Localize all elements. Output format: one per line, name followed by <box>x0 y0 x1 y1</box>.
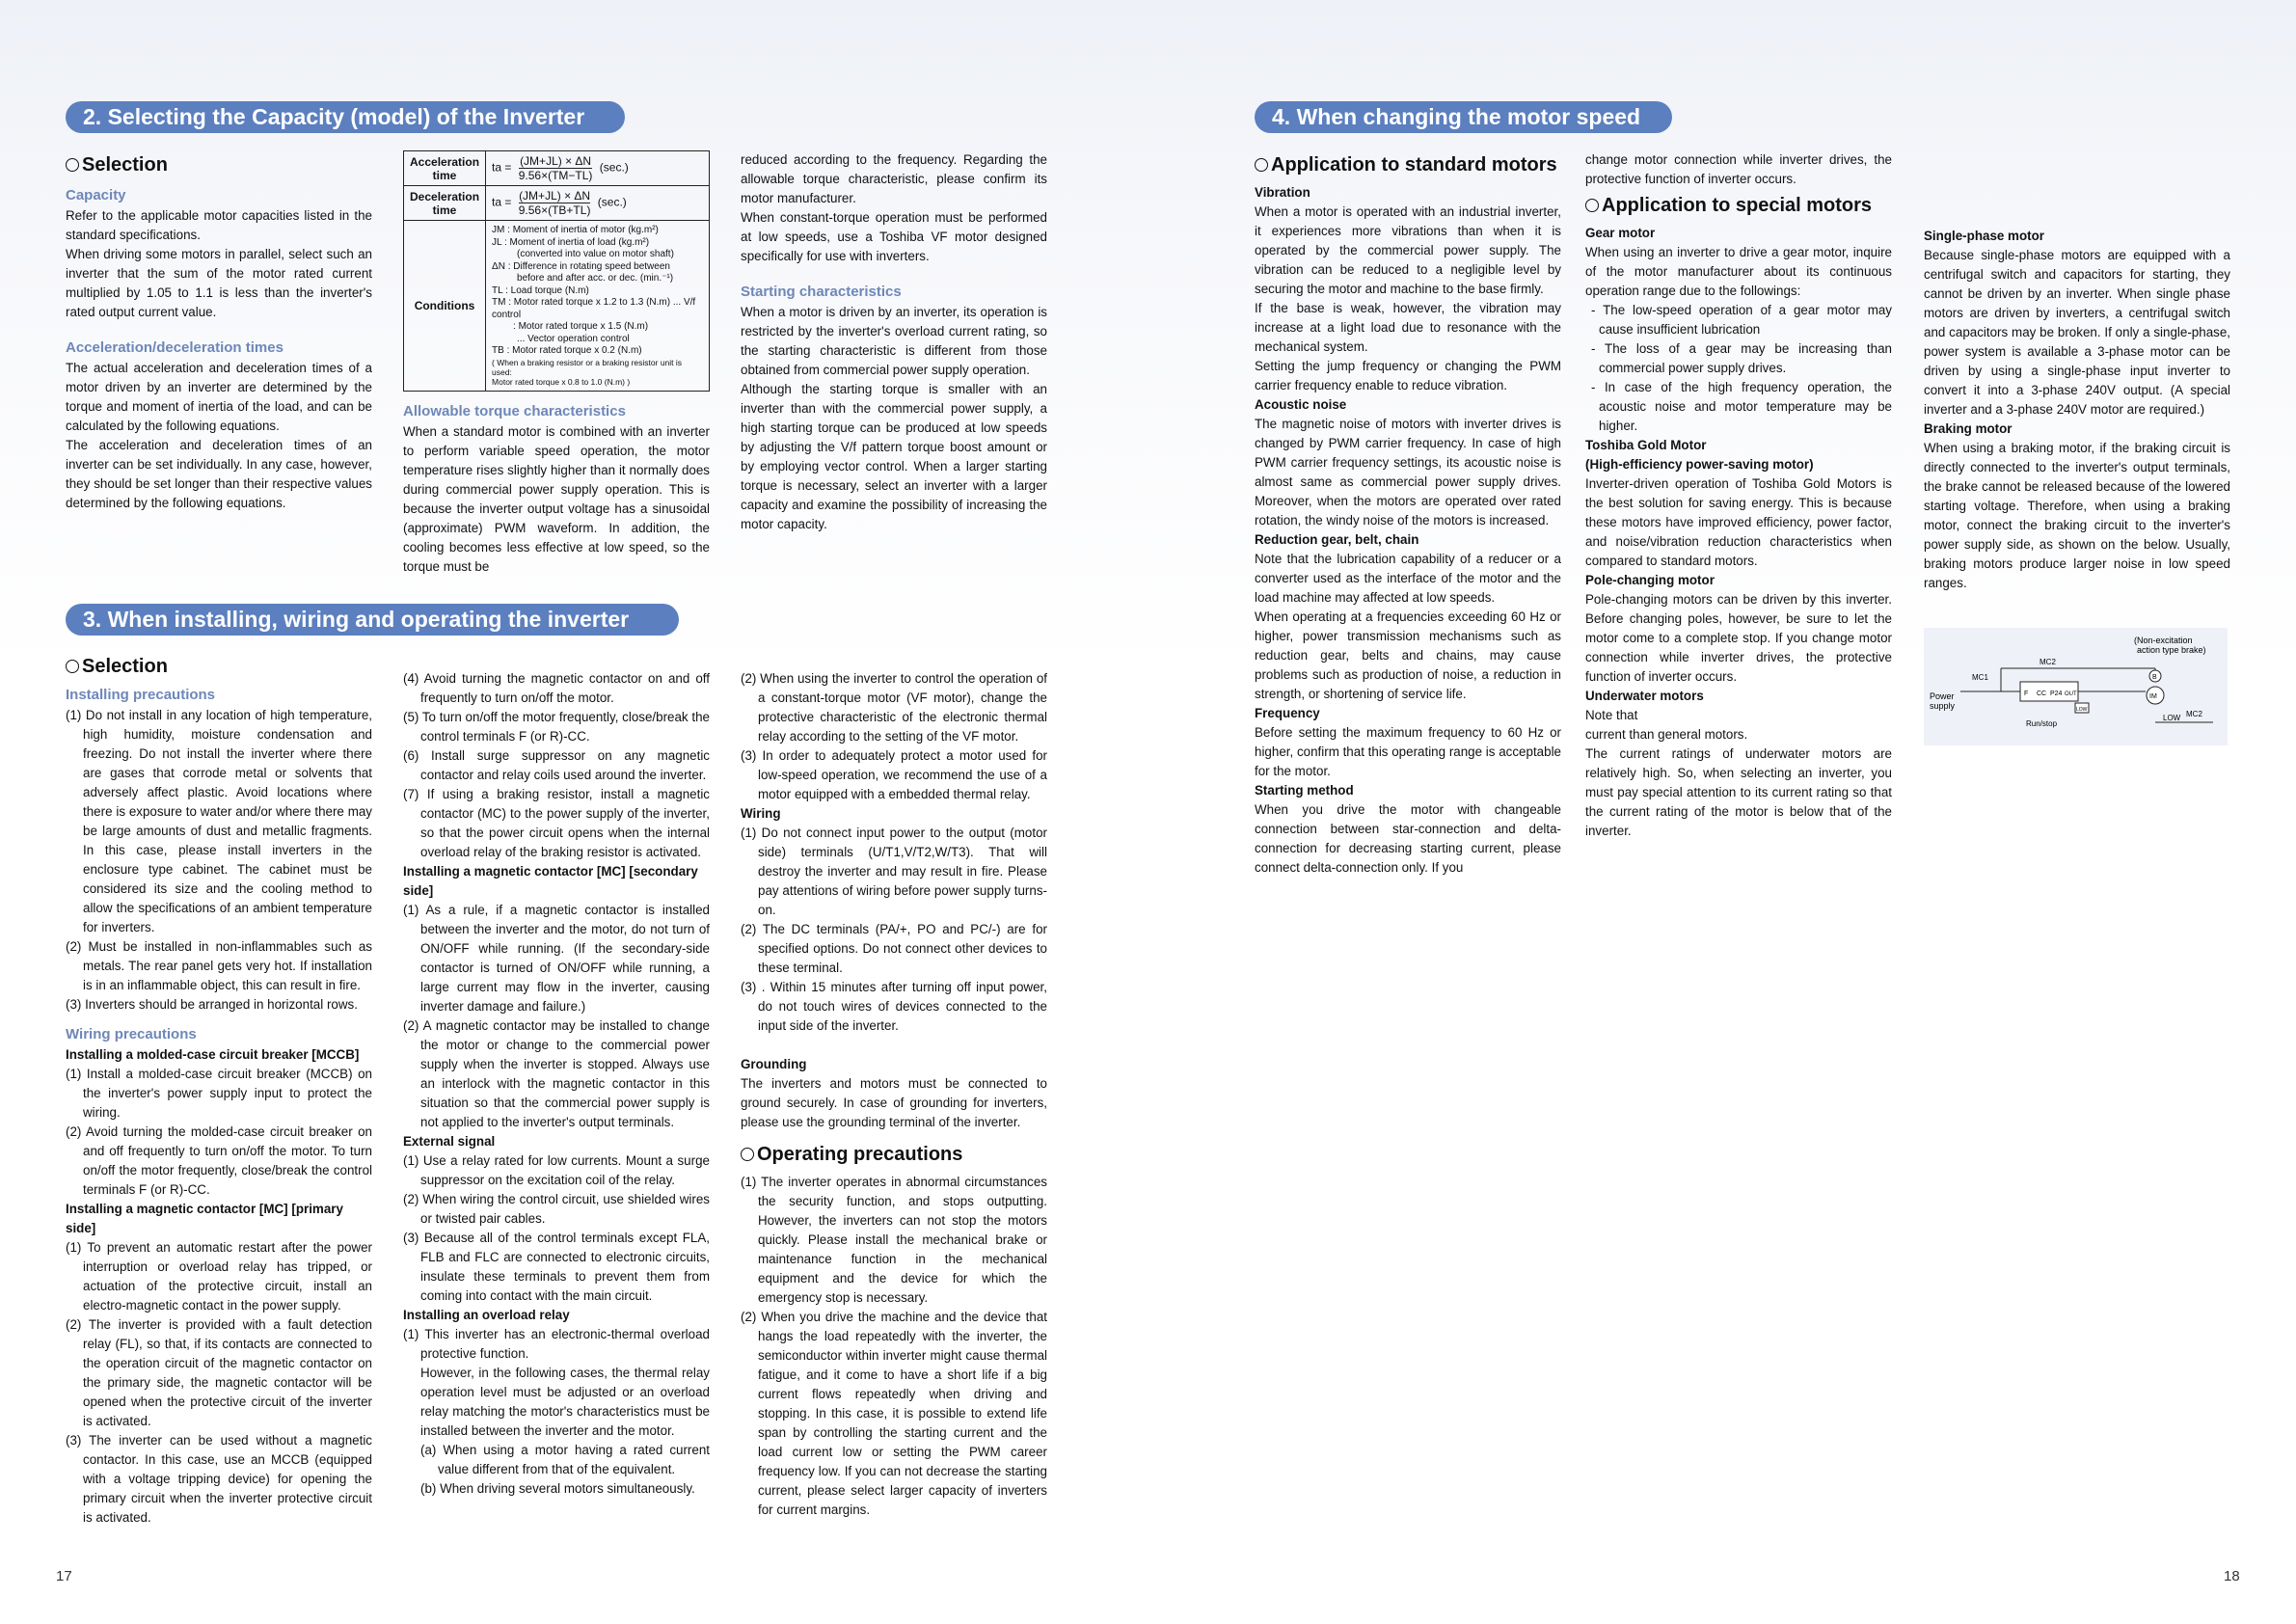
section3-column1 <box>66 654 372 1528</box>
frequency-paragraph: Before setting the maximum frequency to 60 Hz or higher, confirm that this operating range is acceptable for the motor. <box>1255 725 1561 778</box>
capacity-paragraph-2: When driving some motors in parallel, select such an inverter that the sum of the motor rated current multiplied by 1.05 to 1.1 is less than the inverter's rated output current value. <box>66 247 372 319</box>
gear-motor-item: - The low-speed operation of a gear motor may cause insufficient lubrication <box>1591 303 1892 337</box>
diagram-low-relay-label: LOW <box>2076 707 2088 713</box>
diagram-mc2-right-label: MC2 <box>2186 710 2202 718</box>
gold-motor-paragraph: Inverter-driven operation of Toshiba Gold Motors is the best solution for saving energy. This is because these motors have improved efficiency, power factor, and noise/vibration reduction characteristics when compared to standard motors. <box>1585 476 1892 568</box>
section2-title: 2. Selecting the Capacity (model) of the Inverter <box>83 104 585 129</box>
braking-motor-wiring-diagram <box>1924 628 2228 745</box>
section3-title-bar <box>66 604 679 636</box>
diagram-terminal-cc: CC <box>2037 690 2047 697</box>
accel-paragraph-1: The actual acceleration and deceleration times of a motor driven by an inverter are determined by the torque and moment of inertia of the load, and can be calculated by the following equations. <box>66 361 372 433</box>
install-item: (1) Do not install in any location of high temperature, high humidity, moisture condensation and freezing. Do not install the inverter where there are gases that corrode metal or solvents that adversely affect plastic. Avoid locations where there is exposure to water and/or where there may be large amounts of dust and metallic fragments. In this case, please install inverters in the enclosure type cabinet. The cabinet must be considered its size and the cooling method to allow the specifications of an ambient temperature for inverters. <box>66 708 372 934</box>
page-number-right: 18 <box>2224 1568 2240 1584</box>
circle-bullet-icon <box>66 158 79 172</box>
acoustic-noise-heading: Acoustic noise <box>1255 397 1347 412</box>
section4-title-bar <box>1255 101 1672 133</box>
section3-column3 <box>741 669 1047 1520</box>
external-signal-item: (3) Because all of the control terminals except FLA, FLB and FLC are connected to electronic circuits, insulate these terminals to prevent them from coming into contact with the main circuit. <box>403 1231 710 1303</box>
starting-method-heading: Starting method <box>1255 783 1354 798</box>
external-signal-item: (2) When wiring the control circuit, use shielded wires or twisted pair cables. <box>403 1192 710 1226</box>
underwater-heading: Underwater motors <box>1585 689 1704 703</box>
overload-item: (1) This inverter has an electronic-thermal overload protective function. <box>403 1327 710 1361</box>
special-motors-heading: Application to special motors <box>1585 193 1892 218</box>
accel-label: Acceleration time <box>404 151 486 186</box>
mccb-heading: Installing a molded-case circuit breaker [MCCB] <box>66 1047 360 1062</box>
mc-primary-item: (2) The inverter is provided with a fault detection relay (FL), so that, if its contacts are connected to the operation circuit of the magnetic contactor on the primary side, the magnetic contactor will be opened when the protective circuit of the inverter is activated. <box>66 1317 372 1428</box>
pole-changing-paragraph: Pole-changing motors can be driven by this inverter. Before changing poles, however, be sure to let the motor come to a complete stop. If you change motor connection while inverter drives, the protective function of inverter occurs. <box>1585 592 1892 684</box>
frequency-heading: Frequency <box>1255 706 1320 720</box>
section4-title: 4. When changing the motor speed <box>1272 104 1641 129</box>
diagram-brake-label: B <box>2152 674 2157 681</box>
install-item: (3) Inverters should be arranged in horizontal rows. <box>66 997 358 1012</box>
acoustic-noise-paragraph: The magnetic noise of motors with inverter drives is changed by PWM carrier frequency. In case of high PWM carrier frequency settings, its acoustic noise is almost same as commercial power supply drives. Moreover, when the motors are operated over rated rotation, the windy noise of the motors is increased. <box>1255 417 1561 528</box>
mccb-item: (1) Install a molded-case circuit breaker (MCCB) on the inverter's power supply input to protect the wiring. <box>66 1067 372 1120</box>
circle-bullet-icon <box>1585 199 1599 212</box>
overload-item: (3) In order to adequately protect a motor used for low-speed operation, we recommend the use of a motor equipped with a embedded thermal relay. <box>741 748 1047 801</box>
diagram-run-stop-label: Run/stop <box>2026 719 2058 728</box>
reduction-gear-heading: Reduction gear, belt, chain <box>1255 532 1419 547</box>
mc-primary-item: (3) The inverter can be used without a magnetic contactor. In this case, use an MCCB (equipped with a voltage tripping device) for opening the primary circuit when the inverter protective circuit is activated. <box>66 1433 372 1525</box>
overload-relay-heading: Installing an overload relay <box>403 1308 570 1322</box>
section4-column3 <box>1924 227 2230 593</box>
decel-label: Deceleration time <box>404 186 486 221</box>
mc-item: (4) Avoid turning the magnetic contactor on and off frequently to turn on/off the motor. <box>403 671 710 705</box>
capacity-paragraph-1: Refer to the applicable motor capacities listed in the standard specifications. <box>66 208 372 242</box>
mc-secondary-item: (1) As a rule, if a magnetic contactor is installed between the inverter and the motor, do not turn of ON/OFF while running. (If the secondary-side contactor is turned of ON/OFF while running, a large current may flow in the inverter, causing inverter damage and failure.) <box>403 903 710 1014</box>
mc-primary-heading: Installing a magnetic contactor [MC] [primary side] <box>66 1202 343 1235</box>
operating-precautions-heading: Operating precautions <box>741 1142 1047 1167</box>
underwater-paragraph-2: current than general motors. <box>1585 727 1748 742</box>
diagram-terminal-out: OUT <box>2065 691 2077 697</box>
diagram-power-line1: Power <box>1930 691 1955 701</box>
pole-changing-heading: Pole-changing motor <box>1585 573 1715 587</box>
diagram-note-line2: action type brake) <box>2137 645 2206 655</box>
section2-column1 <box>66 152 372 513</box>
accel-formula: ta = $\frac{(JM+JL) \times \Delta N}{9.56\times(TM-TL)}$ (sec.) <box>486 151 710 186</box>
external-signal-heading: External signal <box>403 1134 496 1149</box>
mc-secondary-item: (2) A magnetic contactor may be installed to change the motor or change to the commercial power supply when the inverter is stopped. Always use an interlock with the magnetic contactor in this situation so that the commercial power supply is not applied to the inverter's output terminals. <box>403 1018 710 1129</box>
gear-motor-paragraph: When using an inverter to drive a gear motor, inquire of the motor manufacturer about its continuous operation range due to the followings: <box>1585 245 1892 298</box>
overload-subitem: (a) When using a motor having a rated current value different from that of the equivalent. <box>420 1443 710 1476</box>
overload-paragraph: However, in the following cases, the thermal relay operation level must be adjusted or an overload relay matching the motor's characteristics must be installed between the inverter and the motor. <box>420 1366 710 1438</box>
section3-selection-heading: Selection <box>66 654 372 679</box>
conditions-label: Conditions <box>404 221 486 392</box>
vibration-heading: Vibration <box>1255 185 1310 200</box>
wiring-diagram-svg <box>1924 628 2228 745</box>
underwater-paragraph-3: The current ratings of underwater motors are relatively high. So, when selecting an inverter, you must pay special attention to its current rating so that the current rating of the motor is below that of the inverter. <box>1585 746 1892 838</box>
diagram-motor-label: IM <box>2149 693 2157 700</box>
circle-bullet-icon <box>66 660 79 673</box>
overload-subitem: (b) When driving several motors simultaneously. <box>420 1481 695 1496</box>
diagram-note-line1: (Non-excitation <box>2134 636 2193 645</box>
decel-row <box>404 186 710 221</box>
section4-column2 <box>1585 150 1892 841</box>
section2-column2 <box>403 150 710 577</box>
accel-heading: Acceleration/deceleration times <box>66 339 284 356</box>
overload-item: (2) When using the inverter to control the operation of a constant-torque motor (VF motor), change the protective characteristic of the electronic thermal relay according to the setting of the VF motor. <box>741 671 1047 744</box>
wiring-item: (2) The DC terminals (PA/+, PO and PC/-) are for specified options. Do not connect other devices to these terminal. <box>741 922 1047 975</box>
external-signal-item: (1) Use a relay rated for low currents. Mount a surge suppressor on the excitation coil of the relay. <box>403 1153 710 1187</box>
wiring-precautions-heading: Wiring precautions <box>66 1026 197 1042</box>
accel-paragraph-2: The acceleration and deceleration times of an inverter can be set individually. In any case, however, they should be set longer than their respective values determined by the following equations. <box>66 438 372 510</box>
accel-row <box>404 151 710 186</box>
single-phase-heading: Single-phase motor <box>1924 229 2044 243</box>
gold-motor-heading: Toshiba Gold Motor <box>1585 438 1707 452</box>
circle-bullet-icon <box>1255 158 1268 172</box>
circle-bullet-icon <box>741 1148 754 1161</box>
wiring-item: (3) . Within 15 minutes after turning off input power, do not touch wires of devices connected to the input side of the inverter. <box>741 980 1047 1033</box>
conditions-row <box>404 221 710 392</box>
reduction-gear-paragraph-2: When operating at a frequencies exceeding 60 Hz or higher, power transmission mechanisms such as reduction gear, belts and chains, may cause problems such as production of noise, a reduction in strength, or shortening of service life. <box>1255 609 1561 701</box>
diagram-mc2-top-label: MC2 <box>2039 658 2056 666</box>
mc-secondary-heading: Installing a magnetic contactor [MC] [secondary side] <box>403 864 698 898</box>
vibration-paragraph-3: Setting the jump frequency or changing the PWM carrier frequency enable to reduce vibration. <box>1255 359 1561 392</box>
wiring-item: (1) Do not connect input power to the output (motor side) terminals (U/T1,V/T2,W/T3). That will destroy the inverter and may result in fire. Please pay attentions of wiring before power supply turns-on. <box>741 826 1047 917</box>
operating-item: (2) When you drive the machine and the device that hangs the load repeatedly with the inverter, the semiconductor within inverter might cause thermal fatigue, and it come to have a short life if a big current flows repeatedly when driving and stopping. In this case, it is possible to extend life span by controlling the starting current and the load current low or setting the PWM career frequency low. If you can not decrease the starting current, please select larger capacity of inverters for current margins. <box>741 1310 1047 1517</box>
vibration-paragraph-1: When a motor is operated with an industrial inverter, it experiences more vibrations than when it is operated by the commercial power supply. The vibration can be reduced to a negligible level by securing the motor and machine to the base firmly. <box>1255 204 1561 296</box>
mc-item: (6) Install surge suppressor on any magnetic contactor and relay coils used around the inverter. <box>403 748 710 782</box>
standard-motors-heading: Application to standard motors <box>1255 152 1561 177</box>
torque-continued-paragraph: reduced according to the frequency. Regarding the allowable torque characteristic, please confirm its motor manufacturer. <box>741 152 1047 205</box>
allowable-torque-heading: Allowable torque characteristics <box>403 402 626 420</box>
constant-torque-paragraph: When constant-torque operation must be performed at low speeds, use a Toshiba VF motor designed specifically for use with inverters. <box>741 210 1047 263</box>
diagram-power-line2: supply <box>1930 701 1956 711</box>
mccb-item: (2) Avoid turning the molded-case circuit breaker on and off frequently to turn on/off the motor. To turn on/off the motor frequently, close/break the control terminals F (or R)-CC. <box>66 1124 372 1197</box>
section2-column3 <box>741 150 1047 534</box>
page-number-left: 17 <box>56 1568 72 1584</box>
diagram-mc1-label: MC1 <box>1972 673 1988 682</box>
diagram-terminal-f: F <box>2024 690 2029 697</box>
diagram-low-label: LOW <box>2163 714 2181 722</box>
single-phase-paragraph: Because single-phase motors are equipped with a centrifugal switch and capacitors for starting, they cannot be driven by an inverter. When single phase motors are driven by inverters, a centrifugal switch and capacitors may be broken. If only a single-phase, power system is available a 3-phase motor can be driven by using a single-phase input inverter to convert it into a 3-phase 240V output. (A special inverter and a 3-phase 240V motor are required.) <box>1924 248 2230 417</box>
gold-motor-subheading: (High-efficiency power-saving motor) <box>1585 457 1814 472</box>
starting-paragraph-1: When a motor is driven by an inverter, its operation is restricted by the inverter's overload current rating, so the starting characteristic is different from those obtained from commercial power supply operation. <box>741 305 1047 377</box>
accel-decel-formula-table <box>403 150 710 392</box>
section4-column1 <box>1255 152 1561 878</box>
grounding-heading: Grounding <box>741 1057 807 1071</box>
capacity-heading: Capacity <box>66 187 126 203</box>
braking-motor-heading: Braking motor <box>1924 421 2012 436</box>
gear-motor-item: - In case of the high frequency operation, the acoustic noise and motor temperature may be higher. <box>1591 380 1892 433</box>
allowable-torque-paragraph: When a standard motor is combined with an inverter to perform variable speed operation, the motor temperature rises slightly higher than it normally does during commercial power supply operation. This is because the inverter output voltage has a sinusoidal (approximate) PWM waveform. In addition, the cooling becomes less effective at low speed, so the torque must be <box>403 423 710 574</box>
starting-method-paragraph: When you drive the motor with changeable connection between star-connection and delta-connection for decreasing starting current, please connect delta-connection only. If you <box>1255 802 1561 875</box>
section3-title: 3. When installing, wiring and operating the inverter <box>83 607 630 632</box>
starting-characteristics-heading: Starting characteristics <box>741 284 902 300</box>
install-item: (2) Must be installed in non-inflammables such as metals. The rear panel gets very hot. If installation is in an inflammable object, this can result in fire. <box>66 939 372 992</box>
reduction-gear-paragraph-1: Note that the lubrication capability of a reducer or a converter used as the interface of the motor and the load machine may affected at low speeds. <box>1255 552 1561 605</box>
gear-motor-item: - The loss of a gear may be increasing than commercial power supply drives. <box>1591 341 1892 375</box>
mc-item: (7) If using a braking resistor, install a magnetic contactor (MC) to the power supply of the inverter, so that the power circuit opens when the internal overload relay of the braking resistor is activated. <box>403 787 710 859</box>
operating-item: (1) The inverter operates in abnormal circumstances the security function, and stops outputting. However, the inverters can not stop the motors quickly. Please install the mechanical brake or maintenance function in the mechanical equipment and the device for which the emergency stop is necessary. <box>741 1175 1047 1305</box>
gear-motor-heading: Gear motor <box>1585 226 1656 240</box>
connection-continued-paragraph: change motor connection while inverter drives, the protective function of inverter occurs. <box>1585 152 1892 186</box>
starting-paragraph-2: Although the starting torque is smaller with an inverter than with the commercial power supply, a high starting torque can be produced at low speeds by adjusting the V/f pattern torque boost amount or by employing vector control. When a larger starting torque is necessary, select an inverter with a larger capacity and examine the possibility of increasing the motor capacity. <box>741 382 1047 531</box>
decel-formula: ta = $\frac{(JM+JL) \times \Delta N}{9.56\times(TB+TL)}$ (sec.) <box>486 186 710 221</box>
installing-precautions-heading: Installing precautions <box>66 687 216 703</box>
conditions-list: JM : Moment of inertia of motor (kg.m²) JL : Moment of inertia of load (kg.m²) (converted into value on motor shaft) ΔN : Difference in rotating speed between before and after acc. or dec. (min.⁻¹) TL : Load torque (N.m) TM : Motor rated torque x 1.2 to 1.3 (N.m) ... V/f control : Motor rated torque x 1.5 (N.m) ... Vector operation control TB : Motor rated torque x 0.2 (N.m) ( When a braking resistor or a braking resistor unit is used: Motor rated torque x 0.8 to 1.0 (N.m) ) <box>486 221 710 392</box>
mc-primary-item: (1) To prevent an automatic restart after the power interruption or overload relay has tripped, or actuation of the protective circuit, install an electro-magnetic contact in the power supply. <box>66 1240 372 1313</box>
diagram-terminal-p24: P24 <box>2050 690 2063 697</box>
braking-motor-paragraph: When using a braking motor, if the braking circuit is directly connected to the inverter's output terminals, the brake cannot be released because of the lowered starting voltage. Therefore, when using a braking motor, connect the braking circuit to the inverter's power supply side, as shown on the below. Usually, braking motors produce larger noise in low speed ranges. <box>1924 441 2230 590</box>
section3-column2 <box>403 669 710 1499</box>
underwater-paragraph-1: Note that <box>1585 708 1638 722</box>
vibration-paragraph-2: If the base is weak, however, the vibration may increase at a light load due to resonance with the mechanical system. <box>1255 301 1561 354</box>
mc-item: (5) To turn on/off the motor frequently, close/break the control terminals F (or R)-CC. <box>403 710 710 744</box>
section2-selection-heading: Selection <box>66 152 372 177</box>
wiring-heading: Wiring <box>741 806 781 821</box>
grounding-paragraph: The inverters and motors must be connected to ground securely. In case of grounding for inverters, please use the grounding terminal of the inverter. <box>741 1076 1047 1129</box>
section2-title-bar <box>66 101 625 133</box>
